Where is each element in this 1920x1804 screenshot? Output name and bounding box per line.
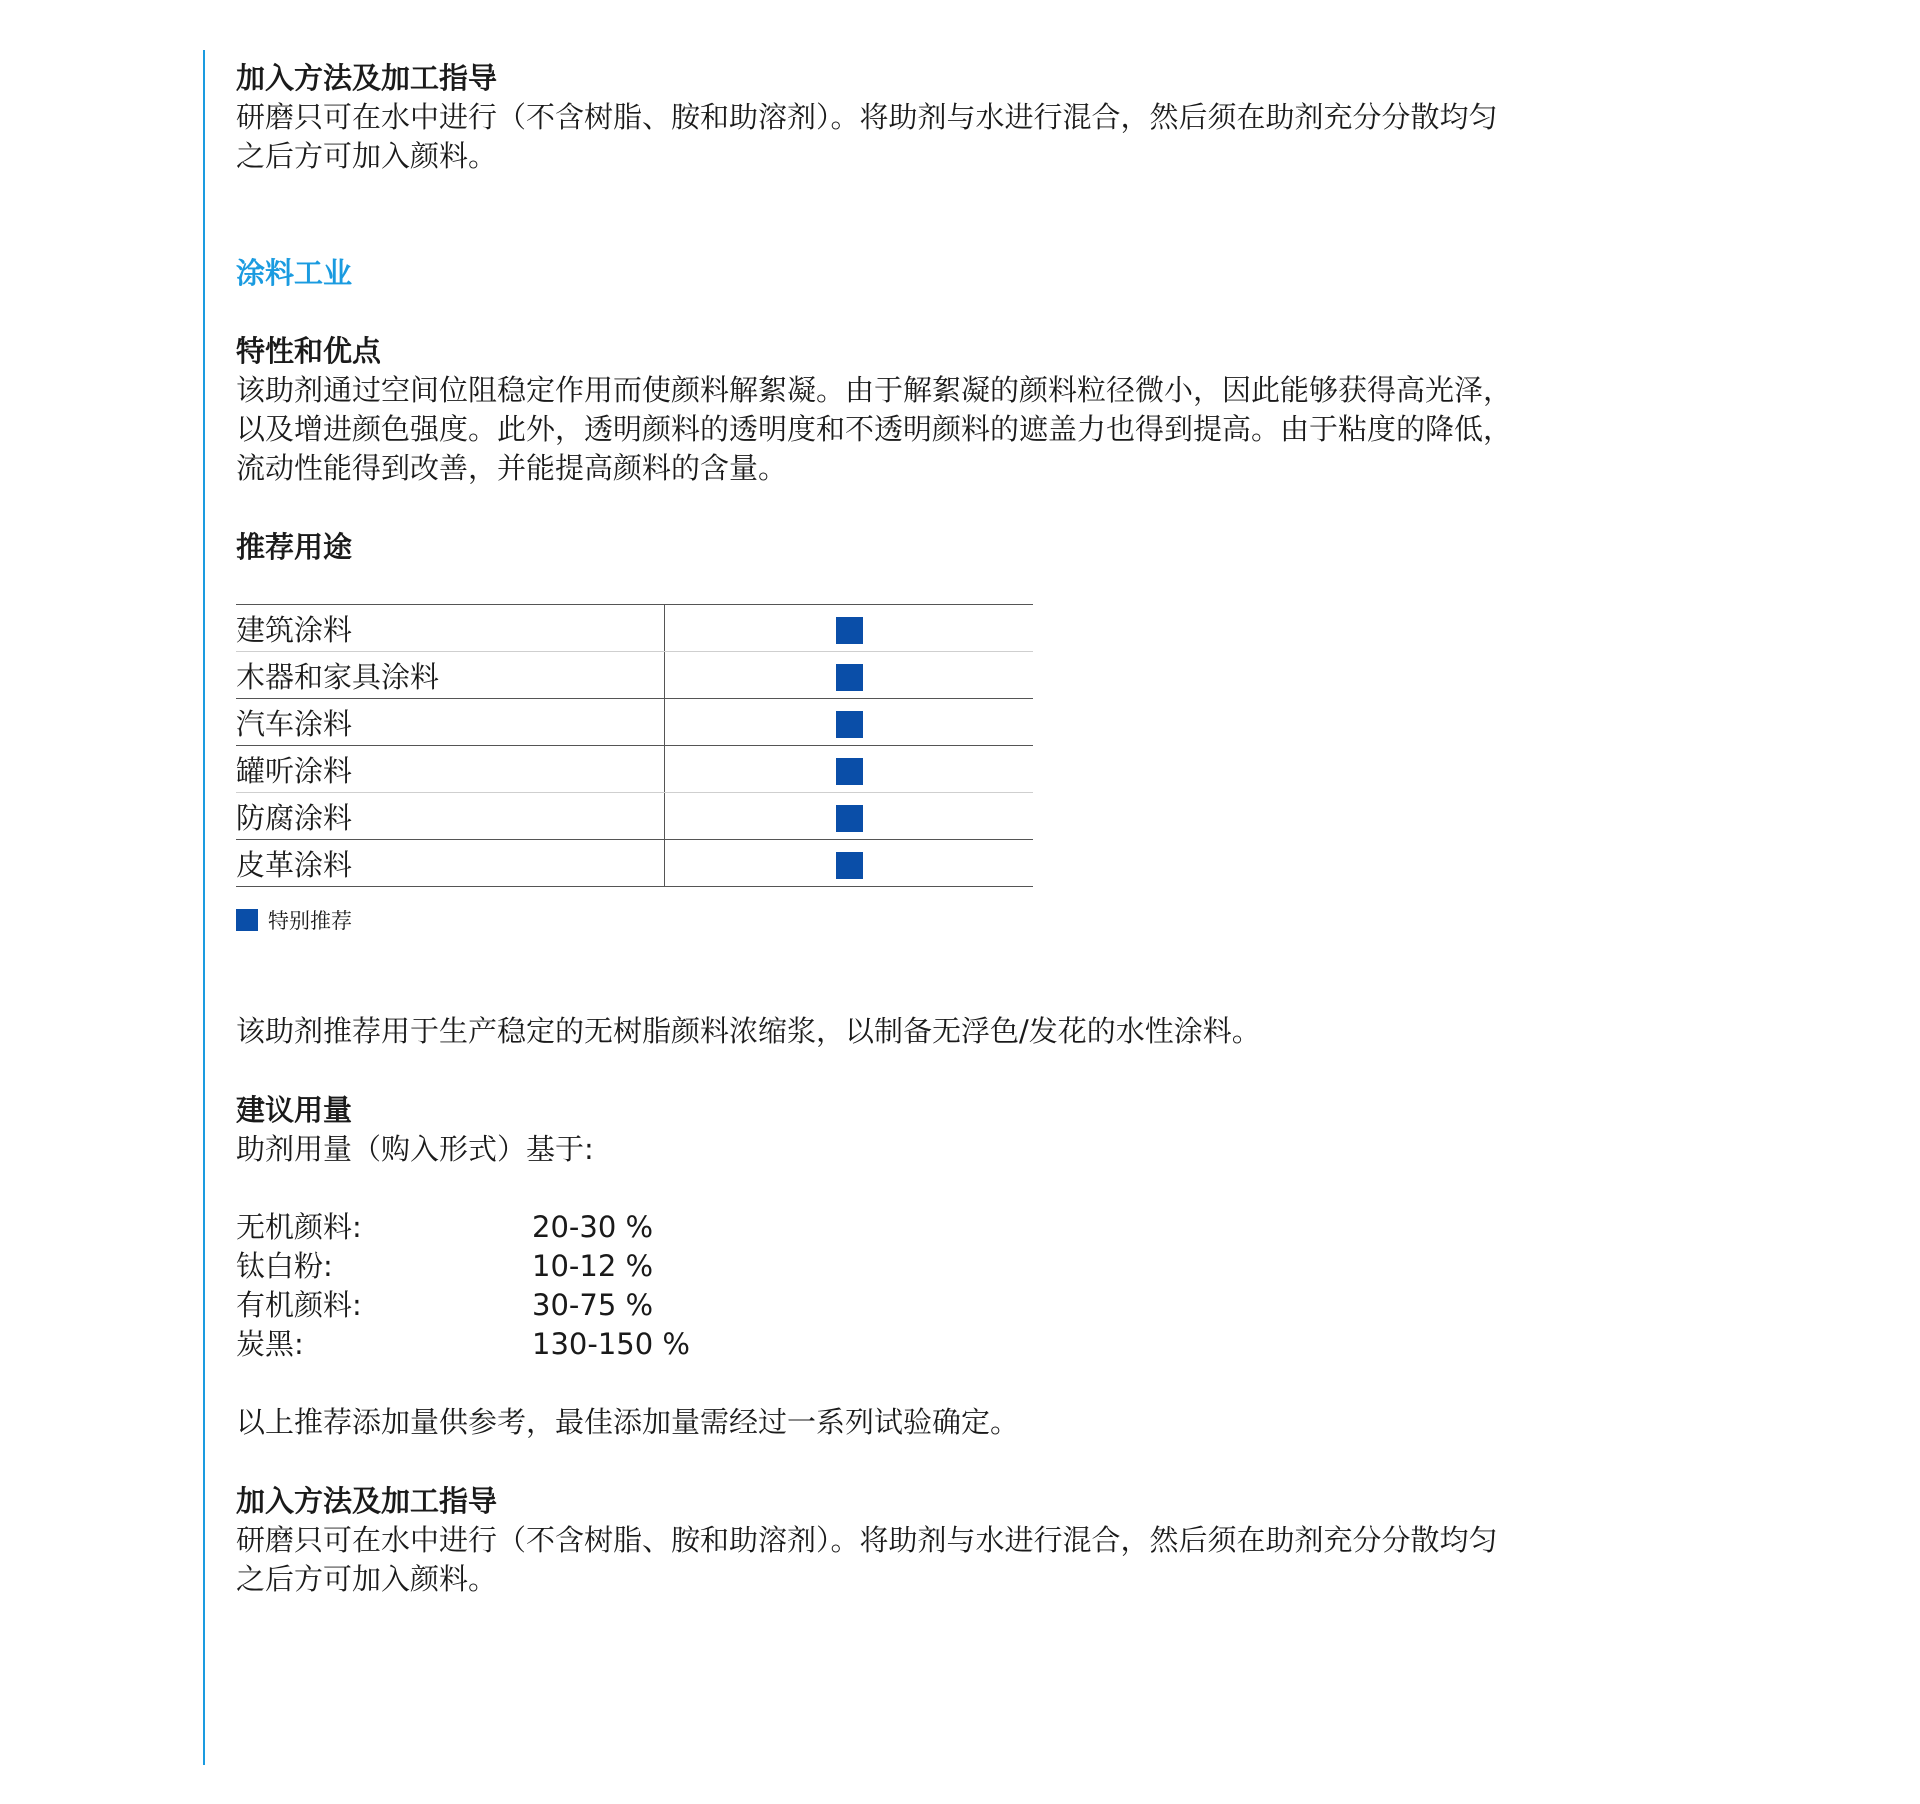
dosage-label: 钛白粉: (236, 1249, 333, 1283)
usage-row (236, 840, 1033, 887)
dosage-value: 10-12 % (532, 1249, 654, 1283)
table-legend (236, 905, 1686, 935)
recommended-heading: 推荐用途 (236, 530, 353, 564)
usage-row (236, 793, 1033, 840)
method-text-line1: 研磨只可在水中进行（不含树脂、胺和助溶剂）。将助剂与水进行混合，然后须在助剂充分分散均匀 (236, 1523, 1498, 1557)
usage-row (236, 652, 1033, 699)
page-content (236, 58, 1686, 1599)
section-title-coatings: 涂料工业 (236, 256, 353, 290)
usage-label: 防腐涂料 (236, 793, 665, 840)
recommended-mark-icon (836, 617, 863, 644)
dosage-value: 30-75 % (532, 1288, 654, 1322)
recommended-mark-icon (836, 805, 863, 832)
dosage-label: 有机颜料: (236, 1288, 362, 1322)
method-text-line2: 之后方可加入颜料。 (236, 1562, 498, 1596)
recommended-mark-icon (836, 758, 863, 785)
features-heading: 特性和优点 (236, 334, 382, 368)
dosage-label: 无机颜料: (236, 1210, 362, 1244)
usage-row (236, 699, 1033, 746)
dosage-intro: 助剂用量（购入形式）基于: (236, 1132, 594, 1166)
features-text-line3: 流动性能得到改善，并能提高颜料的含量。 (236, 451, 788, 485)
legend-mark-icon (236, 909, 258, 931)
dosage-note: 以上推荐添加量供参考，最佳添加量需经过一系列试验确定。 (236, 1405, 1020, 1439)
method-heading-top: 加入方法及加工指导 (236, 61, 498, 95)
legend-label: 特别推荐 (268, 909, 352, 933)
usage-note: 该助剂推荐用于生产稳定的无树脂颜料浓缩浆，以制备无浮色/发花的水性涂料。 (236, 1014, 1261, 1048)
usage-row (236, 605, 1033, 652)
method-text-top-line1: 研磨只可在水中进行（不含树脂、胺和助溶剂）。将助剂与水进行混合，然后须在助剂充分分散均匀 (236, 100, 1498, 134)
usage-table (236, 604, 1033, 887)
dosage-label: 炭黑: (236, 1327, 304, 1361)
dosage-row (236, 1208, 1686, 1247)
usage-row (236, 746, 1033, 793)
dosage-row (236, 1247, 1686, 1286)
features-text-line1: 该助剂通过空间位阻稳定作用而使颜料解絮凝。由于解絮凝的颜料粒径微小，因此能够获得高光泽， (236, 373, 1513, 407)
dosage-row (236, 1286, 1686, 1325)
usage-label: 罐听涂料 (236, 746, 665, 793)
recommended-mark-icon (836, 664, 863, 691)
usage-label: 木器和家具涂料 (236, 652, 665, 699)
usage-label: 汽车涂料 (236, 699, 665, 746)
left-margin-rule (203, 50, 205, 1765)
usage-label: 建筑涂料 (236, 605, 665, 652)
recommended-mark-icon (836, 852, 863, 879)
dosage-row (236, 1325, 1686, 1364)
method-text-top-line2: 之后方可加入颜料。 (236, 139, 498, 173)
features-text-line2: 以及增进颜色强度。此外，透明颜料的透明度和不透明颜料的遮盖力也得到提高。由于粘度的降低， (236, 412, 1513, 446)
method-heading: 加入方法及加工指导 (236, 1484, 498, 1518)
dosage-value: 20-30 % (532, 1210, 654, 1244)
dosage-value: 130-150 % (532, 1327, 690, 1361)
dosage-heading: 建议用量 (236, 1093, 353, 1127)
recommended-mark-icon (836, 711, 863, 738)
usage-label: 皮革涂料 (236, 840, 665, 887)
